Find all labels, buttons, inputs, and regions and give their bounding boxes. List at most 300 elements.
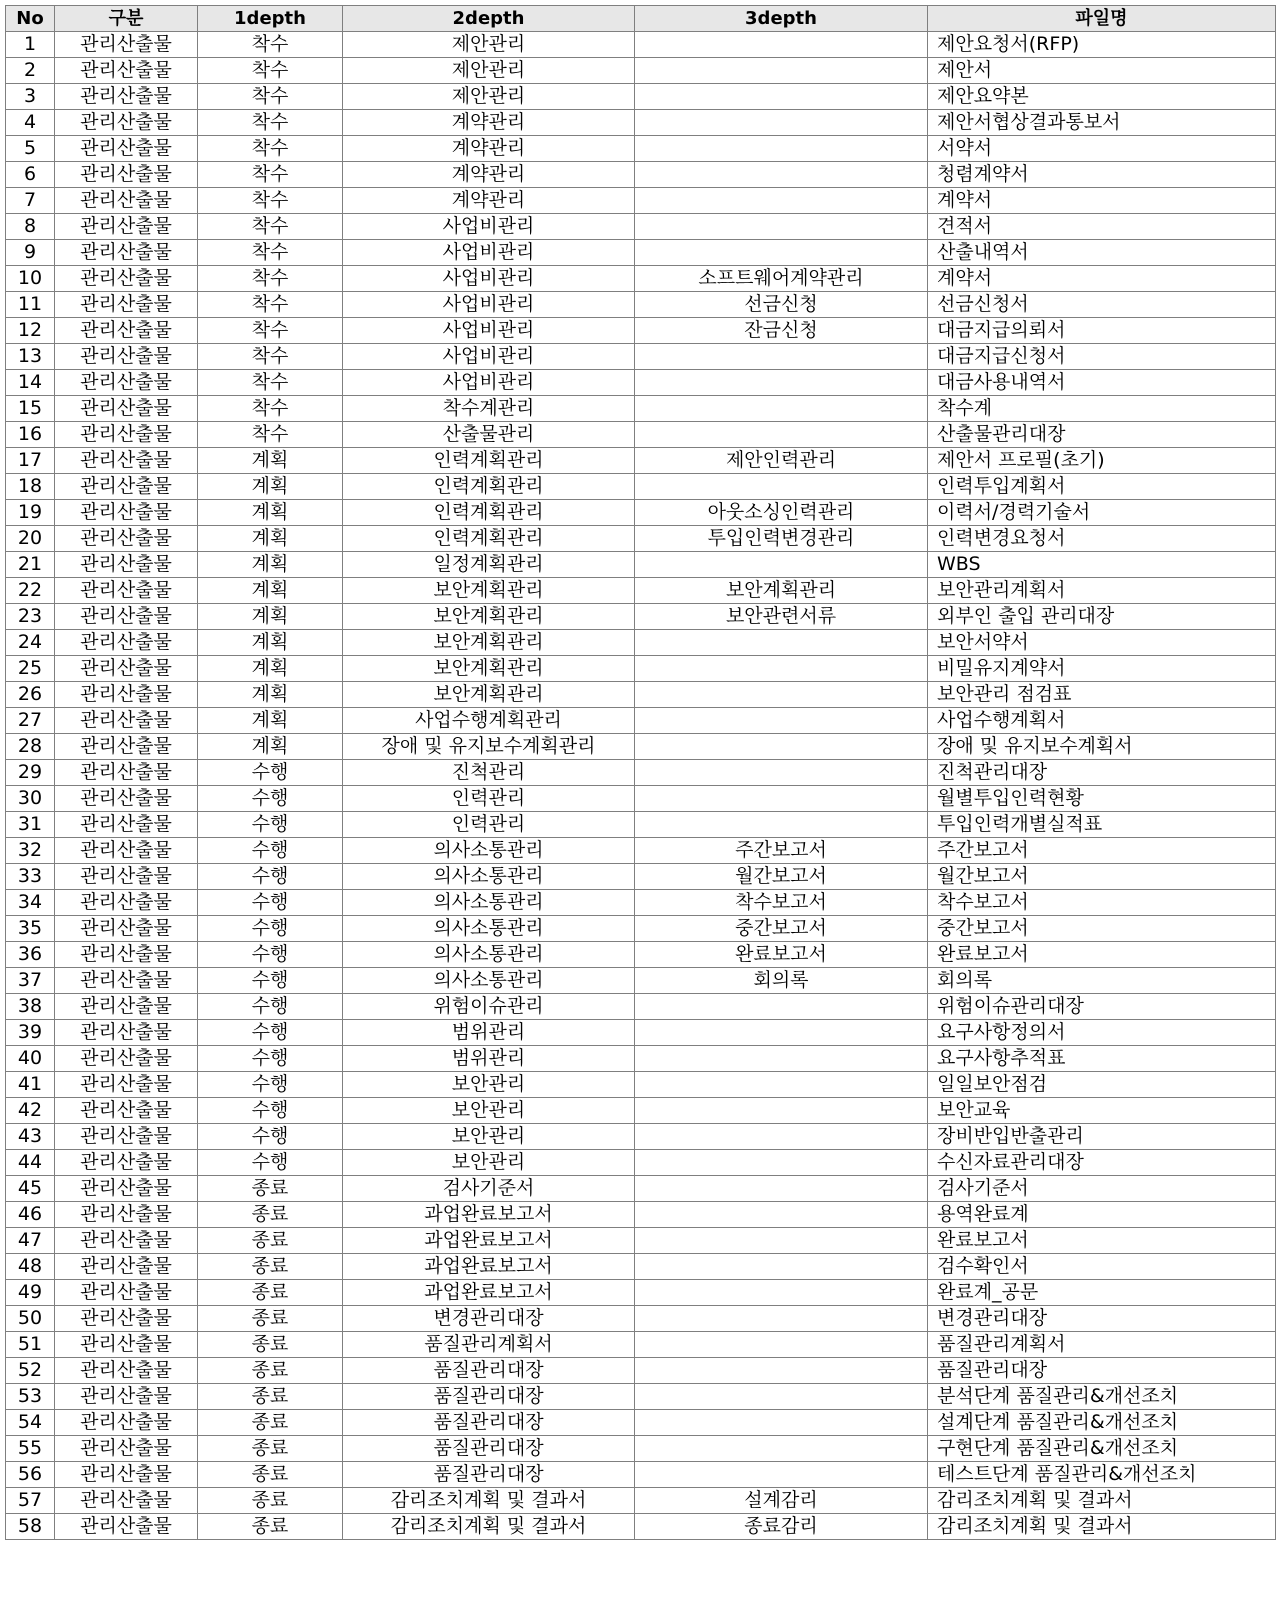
cell-3depth: 설계감리 — [635, 1488, 928, 1514]
cell-category: 관리산출물 — [55, 1202, 198, 1228]
table-row — [6, 1098, 1276, 1124]
cell-2depth: 사업비관리 — [343, 370, 635, 396]
cell-1depth: 수행 — [198, 968, 343, 994]
table-row — [6, 968, 1276, 994]
cell-1depth: 수행 — [198, 1150, 343, 1176]
cell-2depth: 범위관리 — [343, 1020, 635, 1046]
cell-2depth: 보안계획관리 — [343, 656, 635, 682]
cell-1depth: 착수 — [198, 58, 343, 84]
deliverables-table — [5, 5, 1276, 1540]
cell-category: 관리산출물 — [55, 396, 198, 422]
cell-category: 관리산출물 — [55, 1124, 198, 1150]
cell-filename: 사업수행계획서 — [928, 708, 1276, 734]
cell-no: 37 — [6, 968, 55, 994]
cell-3depth — [635, 1280, 928, 1306]
cell-1depth: 수행 — [198, 1046, 343, 1072]
cell-3depth: 주간보고서 — [635, 838, 928, 864]
cell-3depth — [635, 110, 928, 136]
table-row — [6, 1124, 1276, 1150]
cell-1depth: 계획 — [198, 604, 343, 630]
cell-filename: 비밀유지계약서 — [928, 656, 1276, 682]
table-row — [6, 1046, 1276, 1072]
cell-filename: 완료보고서 — [928, 942, 1276, 968]
cell-3depth: 소프트웨어계약관리 — [635, 266, 928, 292]
cell-2depth: 위험이슈관리 — [343, 994, 635, 1020]
table-row — [6, 1306, 1276, 1332]
cell-no: 51 — [6, 1332, 55, 1358]
cell-category: 관리산출물 — [55, 1228, 198, 1254]
cell-2depth: 계약관리 — [343, 188, 635, 214]
cell-no: 46 — [6, 1202, 55, 1228]
cell-1depth: 착수 — [198, 162, 343, 188]
cell-filename: 계약서 — [928, 188, 1276, 214]
cell-1depth: 종료 — [198, 1488, 343, 1514]
cell-no: 34 — [6, 890, 55, 916]
table-row — [6, 786, 1276, 812]
cell-category: 관리산출물 — [55, 1358, 198, 1384]
cell-2depth: 과업완료보고서 — [343, 1228, 635, 1254]
table-row — [6, 656, 1276, 682]
cell-no: 6 — [6, 162, 55, 188]
cell-no: 42 — [6, 1098, 55, 1124]
cell-3depth — [635, 708, 928, 734]
cell-2depth: 보안관리 — [343, 1150, 635, 1176]
cell-filename: 인력변경요청서 — [928, 526, 1276, 552]
cell-2depth: 장애 및 유지보수계획관리 — [343, 734, 635, 760]
header-no: No — [6, 6, 55, 32]
cell-category: 관리산출물 — [55, 292, 198, 318]
cell-filename: 보안관리 점검표 — [928, 682, 1276, 708]
cell-2depth: 인력계획관리 — [343, 500, 635, 526]
cell-3depth — [635, 1254, 928, 1280]
cell-3depth — [635, 734, 928, 760]
table-row — [6, 110, 1276, 136]
cell-no: 25 — [6, 656, 55, 682]
cell-filename: 견적서 — [928, 214, 1276, 240]
cell-1depth: 착수 — [198, 110, 343, 136]
cell-category: 관리산출물 — [55, 1020, 198, 1046]
cell-no: 45 — [6, 1176, 55, 1202]
cell-category: 관리산출물 — [55, 682, 198, 708]
cell-3depth — [635, 214, 928, 240]
cell-1depth: 착수 — [198, 318, 343, 344]
header-filename: 파일명 — [928, 6, 1276, 32]
cell-3depth — [635, 1332, 928, 1358]
cell-2depth: 의사소통관리 — [343, 916, 635, 942]
cell-filename: 선금신청서 — [928, 292, 1276, 318]
cell-2depth: 사업비관리 — [343, 240, 635, 266]
cell-1depth: 종료 — [198, 1254, 343, 1280]
cell-category: 관리산출물 — [55, 786, 198, 812]
cell-1depth: 착수 — [198, 240, 343, 266]
cell-no: 31 — [6, 812, 55, 838]
cell-no: 44 — [6, 1150, 55, 1176]
cell-1depth: 착수 — [198, 214, 343, 240]
cell-3depth — [635, 1150, 928, 1176]
cell-1depth: 종료 — [198, 1410, 343, 1436]
cell-1depth: 착수 — [198, 292, 343, 318]
cell-2depth: 감리조치계획 및 결과서 — [343, 1514, 635, 1540]
cell-category: 관리산출물 — [55, 58, 198, 84]
cell-2depth: 품질관리대장 — [343, 1410, 635, 1436]
cell-no: 28 — [6, 734, 55, 760]
cell-no: 7 — [6, 188, 55, 214]
cell-no: 47 — [6, 1228, 55, 1254]
cell-filename: 제안요청서(RFP) — [928, 32, 1276, 58]
cell-3depth — [635, 1202, 928, 1228]
cell-no: 27 — [6, 708, 55, 734]
table-row — [6, 994, 1276, 1020]
cell-3depth — [635, 422, 928, 448]
cell-filename: 서약서 — [928, 136, 1276, 162]
cell-3depth — [635, 136, 928, 162]
table-row — [6, 1254, 1276, 1280]
cell-no: 41 — [6, 1072, 55, 1098]
cell-no: 11 — [6, 292, 55, 318]
cell-3depth — [635, 994, 928, 1020]
cell-1depth: 수행 — [198, 1072, 343, 1098]
cell-no: 8 — [6, 214, 55, 240]
cell-2depth: 보안관리 — [343, 1098, 635, 1124]
cell-no: 40 — [6, 1046, 55, 1072]
cell-filename: 주간보고서 — [928, 838, 1276, 864]
table-row — [6, 682, 1276, 708]
cell-2depth: 사업비관리 — [343, 318, 635, 344]
cell-category: 관리산출물 — [55, 344, 198, 370]
cell-2depth: 품질관리계획서 — [343, 1332, 635, 1358]
cell-3depth: 보안관련서류 — [635, 604, 928, 630]
header-category: 구분 — [55, 6, 198, 32]
deliverables-table-container — [5, 5, 1276, 1540]
cell-3depth: 선금신청 — [635, 292, 928, 318]
cell-category: 관리산출물 — [55, 578, 198, 604]
table-row — [6, 734, 1276, 760]
cell-1depth: 수행 — [198, 1124, 343, 1150]
cell-1depth: 계획 — [198, 552, 343, 578]
cell-1depth: 착수 — [198, 84, 343, 110]
cell-2depth: 범위관리 — [343, 1046, 635, 1072]
cell-2depth: 사업수행계획관리 — [343, 708, 635, 734]
cell-filename: 품질관리계획서 — [928, 1332, 1276, 1358]
cell-2depth: 사업비관리 — [343, 344, 635, 370]
cell-no: 52 — [6, 1358, 55, 1384]
cell-no: 18 — [6, 474, 55, 500]
cell-2depth: 보안관리 — [343, 1072, 635, 1098]
cell-filename: 착수계 — [928, 396, 1276, 422]
cell-category: 관리산출물 — [55, 214, 198, 240]
cell-1depth: 계획 — [198, 734, 343, 760]
cell-category: 관리산출물 — [55, 630, 198, 656]
cell-no: 13 — [6, 344, 55, 370]
cell-1depth: 수행 — [198, 942, 343, 968]
cell-2depth: 과업완료보고서 — [343, 1254, 635, 1280]
cell-category: 관리산출물 — [55, 734, 198, 760]
cell-category: 관리산출물 — [55, 1306, 198, 1332]
table-row — [6, 292, 1276, 318]
cell-no: 15 — [6, 396, 55, 422]
cell-filename: 검수확인서 — [928, 1254, 1276, 1280]
cell-1depth: 계획 — [198, 448, 343, 474]
cell-2depth: 계약관리 — [343, 136, 635, 162]
cell-2depth: 제안관리 — [343, 84, 635, 110]
cell-3depth: 아웃소싱인력관리 — [635, 500, 928, 526]
header-1depth: 1depth — [198, 6, 343, 32]
cell-3depth — [635, 474, 928, 500]
cell-filename: 보안서약서 — [928, 630, 1276, 656]
cell-category: 관리산출물 — [55, 474, 198, 500]
cell-3depth — [635, 786, 928, 812]
cell-category: 관리산출물 — [55, 422, 198, 448]
cell-category: 관리산출물 — [55, 916, 198, 942]
cell-category: 관리산출물 — [55, 604, 198, 630]
table-row — [6, 1280, 1276, 1306]
cell-1depth: 착수 — [198, 136, 343, 162]
cell-3depth — [635, 1072, 928, 1098]
cell-2depth: 계약관리 — [343, 162, 635, 188]
cell-no: 10 — [6, 266, 55, 292]
cell-2depth: 보안관리 — [343, 1124, 635, 1150]
table-row — [6, 396, 1276, 422]
cell-2depth: 인력관리 — [343, 786, 635, 812]
cell-1depth: 착수 — [198, 32, 343, 58]
table-row — [6, 578, 1276, 604]
cell-2depth: 착수계관리 — [343, 396, 635, 422]
table-row — [6, 1072, 1276, 1098]
table-row — [6, 1514, 1276, 1540]
cell-2depth: 과업완료보고서 — [343, 1202, 635, 1228]
cell-2depth: 검사기준서 — [343, 1176, 635, 1202]
cell-no: 21 — [6, 552, 55, 578]
table-row — [6, 1150, 1276, 1176]
cell-filename: 중간보고서 — [928, 916, 1276, 942]
cell-no: 20 — [6, 526, 55, 552]
table-row — [6, 318, 1276, 344]
cell-1depth: 종료 — [198, 1462, 343, 1488]
cell-1depth: 착수 — [198, 370, 343, 396]
cell-2depth: 계약관리 — [343, 110, 635, 136]
table-row — [6, 526, 1276, 552]
cell-1depth: 착수 — [198, 422, 343, 448]
cell-3depth: 보안계획관리 — [635, 578, 928, 604]
table-row — [6, 1176, 1276, 1202]
cell-1depth: 수행 — [198, 916, 343, 942]
cell-3depth — [635, 552, 928, 578]
cell-filename: 계약서 — [928, 266, 1276, 292]
cell-no: 30 — [6, 786, 55, 812]
cell-3depth — [635, 760, 928, 786]
cell-no: 24 — [6, 630, 55, 656]
cell-3depth — [635, 1410, 928, 1436]
cell-filename: 대금사용내역서 — [928, 370, 1276, 396]
table-row — [6, 708, 1276, 734]
cell-category: 관리산출물 — [55, 1384, 198, 1410]
cell-filename: 변경관리대장 — [928, 1306, 1276, 1332]
table-row — [6, 240, 1276, 266]
cell-3depth: 중간보고서 — [635, 916, 928, 942]
cell-no: 3 — [6, 84, 55, 110]
cell-filename: 진척관리대장 — [928, 760, 1276, 786]
cell-filename: 제안서 프로필(초기) — [928, 448, 1276, 474]
cell-filename: 품질관리대장 — [928, 1358, 1276, 1384]
cell-2depth: 품질관리대장 — [343, 1384, 635, 1410]
cell-category: 관리산출물 — [55, 708, 198, 734]
cell-3depth — [635, 1358, 928, 1384]
cell-1depth: 수행 — [198, 994, 343, 1020]
cell-1depth: 계획 — [198, 474, 343, 500]
cell-filename: 월별투입인력현황 — [928, 786, 1276, 812]
cell-no: 38 — [6, 994, 55, 1020]
cell-3depth: 월간보고서 — [635, 864, 928, 890]
cell-filename: 보안교육 — [928, 1098, 1276, 1124]
cell-filename: 장비반입반출관리 — [928, 1124, 1276, 1150]
cell-category: 관리산출물 — [55, 994, 198, 1020]
cell-1depth: 종료 — [198, 1384, 343, 1410]
cell-1depth: 종료 — [198, 1514, 343, 1540]
cell-3depth — [635, 1384, 928, 1410]
cell-2depth: 인력계획관리 — [343, 526, 635, 552]
cell-filename: 이력서/경력기술서 — [928, 500, 1276, 526]
cell-filename: 산출내역서 — [928, 240, 1276, 266]
cell-2depth: 품질관리대장 — [343, 1358, 635, 1384]
cell-category: 관리산출물 — [55, 1098, 198, 1124]
cell-3depth — [635, 162, 928, 188]
cell-category: 관리산출물 — [55, 1514, 198, 1540]
cell-category: 관리산출물 — [55, 1332, 198, 1358]
cell-category: 관리산출물 — [55, 370, 198, 396]
cell-1depth: 종료 — [198, 1306, 343, 1332]
cell-no: 50 — [6, 1306, 55, 1332]
cell-no: 58 — [6, 1514, 55, 1540]
cell-filename: 구현단계 품질관리&개선조치 — [928, 1436, 1276, 1462]
cell-1depth: 착수 — [198, 266, 343, 292]
table-row — [6, 1410, 1276, 1436]
cell-1depth: 착수 — [198, 396, 343, 422]
cell-filename: 청렴계약서 — [928, 162, 1276, 188]
table-row — [6, 136, 1276, 162]
cell-category: 관리산출물 — [55, 942, 198, 968]
table-row — [6, 552, 1276, 578]
cell-2depth: 의사소통관리 — [343, 968, 635, 994]
table-row — [6, 942, 1276, 968]
cell-no: 23 — [6, 604, 55, 630]
cell-2depth: 보안계획관리 — [343, 604, 635, 630]
cell-filename: 착수보고서 — [928, 890, 1276, 916]
cell-1depth: 수행 — [198, 864, 343, 890]
table-row — [6, 162, 1276, 188]
cell-no: 26 — [6, 682, 55, 708]
cell-no: 22 — [6, 578, 55, 604]
cell-filename: 인력투입계획서 — [928, 474, 1276, 500]
cell-no: 32 — [6, 838, 55, 864]
cell-no: 1 — [6, 32, 55, 58]
cell-2depth: 사업비관리 — [343, 214, 635, 240]
cell-category: 관리산출물 — [55, 32, 198, 58]
cell-3depth — [635, 656, 928, 682]
cell-1depth: 계획 — [198, 682, 343, 708]
cell-3depth: 투입인력변경관리 — [635, 526, 928, 552]
cell-1depth: 수행 — [198, 1020, 343, 1046]
cell-2depth: 과업완료보고서 — [343, 1280, 635, 1306]
cell-1depth: 종료 — [198, 1332, 343, 1358]
cell-category: 관리산출물 — [55, 864, 198, 890]
cell-2depth: 보안계획관리 — [343, 578, 635, 604]
table-row — [6, 1358, 1276, 1384]
cell-1depth: 종료 — [198, 1228, 343, 1254]
cell-3depth — [635, 1176, 928, 1202]
cell-filename: 대금지급신청서 — [928, 344, 1276, 370]
cell-3depth — [635, 1306, 928, 1332]
cell-1depth: 계획 — [198, 578, 343, 604]
cell-3depth — [635, 344, 928, 370]
table-row — [6, 630, 1276, 656]
cell-category: 관리산출물 — [55, 552, 198, 578]
cell-category: 관리산출물 — [55, 1150, 198, 1176]
cell-1depth: 수행 — [198, 1098, 343, 1124]
table-row — [6, 1332, 1276, 1358]
cell-filename: WBS — [928, 552, 1276, 578]
table-row — [6, 760, 1276, 786]
cell-category: 관리산출물 — [55, 110, 198, 136]
table-row — [6, 84, 1276, 110]
cell-3depth — [635, 1020, 928, 1046]
cell-3depth — [635, 1436, 928, 1462]
cell-2depth: 보안계획관리 — [343, 682, 635, 708]
cell-filename: 요구사항정의서 — [928, 1020, 1276, 1046]
cell-no: 35 — [6, 916, 55, 942]
table-row — [6, 890, 1276, 916]
cell-no: 43 — [6, 1124, 55, 1150]
cell-1depth: 종료 — [198, 1358, 343, 1384]
cell-category: 관리산출물 — [55, 1462, 198, 1488]
cell-3depth — [635, 1046, 928, 1072]
cell-category: 관리산출물 — [55, 136, 198, 162]
cell-no: 48 — [6, 1254, 55, 1280]
cell-filename: 제안서 — [928, 58, 1276, 84]
cell-3depth: 완료보고서 — [635, 942, 928, 968]
cell-3depth — [635, 84, 928, 110]
cell-1depth: 수행 — [198, 760, 343, 786]
cell-category: 관리산출물 — [55, 162, 198, 188]
table-row — [6, 1436, 1276, 1462]
cell-no: 39 — [6, 1020, 55, 1046]
cell-filename: 용역완료계 — [928, 1202, 1276, 1228]
cell-2depth: 의사소통관리 — [343, 890, 635, 916]
cell-category: 관리산출물 — [55, 318, 198, 344]
cell-3depth: 착수보고서 — [635, 890, 928, 916]
cell-filename: 제안서협상결과통보서 — [928, 110, 1276, 136]
cell-filename: 분석단계 품질관리&개선조치 — [928, 1384, 1276, 1410]
table-header-row — [6, 6, 1276, 32]
cell-1depth: 수행 — [198, 786, 343, 812]
cell-1depth: 종료 — [198, 1280, 343, 1306]
table-row — [6, 370, 1276, 396]
cell-no: 53 — [6, 1384, 55, 1410]
table-row — [6, 604, 1276, 630]
cell-no: 14 — [6, 370, 55, 396]
cell-2depth: 인력관리 — [343, 812, 635, 838]
cell-no: 29 — [6, 760, 55, 786]
cell-no: 56 — [6, 1462, 55, 1488]
cell-category: 관리산출물 — [55, 1410, 198, 1436]
table-row — [6, 1228, 1276, 1254]
cell-3depth — [635, 188, 928, 214]
cell-category: 관리산출물 — [55, 1280, 198, 1306]
cell-filename: 수신자료관리대장 — [928, 1150, 1276, 1176]
cell-3depth — [635, 240, 928, 266]
cell-category: 관리산출물 — [55, 240, 198, 266]
table-row — [6, 1020, 1276, 1046]
cell-filename: 테스트단계 품질관리&개선조치 — [928, 1462, 1276, 1488]
